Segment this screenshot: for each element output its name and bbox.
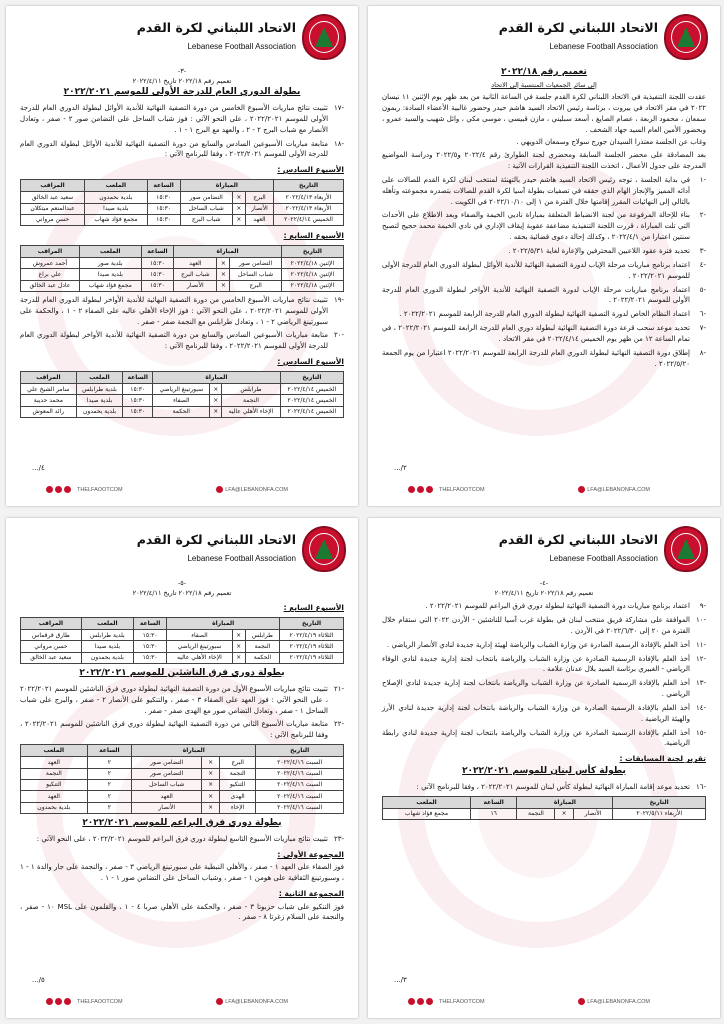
document-page-1: [368, 6, 720, 506]
table-row: الثلاثاء ٢٠٢٢/٤/١٩ النجمة × سبورتينغ الرياضي ١٥:٣٠ بلدية صيدا حسن مرواني: [21, 641, 344, 652]
table-row: السبت ٢٠٢٢/٤/١٦ البرج × التضامن صور ٢ العهد: [21, 757, 344, 768]
page-header: [14, 12, 350, 64]
list-item: -١٩ تثبيت نتائج مباريات الأسبوع الخامس من دورة التصفية النهائية للأندية الأواخر لبطولة الدوري العام للدرجة الأولى للموسم ٢٠٢٢/٢٠٢١ ، على النحو الآتي : فوز الإخاء الأهلي عاليه على الصفاء ٢ - ١ ، والحكمة على سبورتينغ الرياضي ٢ - ١ ، وتعادل طرابلس مع النجمة صفر - صفر .: [20, 295, 344, 326]
list-item: -٩ اعتماد برنامج مباريات دورة التصفية النهائية لبطولة دوري فرق البراعم للموسم ٢٠٢٢/٢٠٢١ .: [425, 602, 706, 611]
table-row: الأربعاء ٢٠٢٢/٥/١١ الأنصار × النجمة ١٦ مجمع فؤاد شهاب: [383, 808, 706, 819]
page-label: -٥-: [177, 579, 187, 587]
org-name-en: Lebanese Football Association: [549, 42, 658, 51]
list-item: -١٧ تثبيت نتائج مباريات الأسبوع الخامس من دورة التصفية النهائية للأندية الأوائل لبطولة الدوري العام للدرجة الأولى للموسم ٢٠٢٢/٢٠٢١ ، على النحو الآتي : فوز شباب الساحل على التضامن صور ٢ - صفر ، وتعادل الأنصار مع شباب البرج ٢ - ٢ ، والعهد مع البرج ١ - ١ .: [20, 104, 344, 134]
document-page-4: [6, 518, 358, 1018]
table-row: الإثنين ٢٠٢٢/٤/١٨ التضامن صور × العهد ١٥:٣٠ بلدية صور أحمد عمروش: [21, 258, 344, 269]
week-label: الأسبوع السابع :: [283, 603, 344, 613]
org-name-en: Lebanese Football Association: [187, 554, 296, 563]
lfa-logo-icon: [302, 526, 346, 572]
twitter-icon[interactable]: [55, 486, 62, 493]
group-label: المجموعة الثانية :: [278, 888, 344, 898]
website-link[interactable]: THELFAOOTCOM: [77, 486, 123, 493]
page-body: [382, 578, 706, 823]
email-link[interactable]: LFA@LEBANONFA.COM: [587, 486, 650, 493]
list-item: -٥ اعتماد برنامج مباريات مرحلة الإياب لدورة التصفية النهائية للأندية الأواخر لبطولة الدوري العام للدرجة الأولى للموسم ٢٠٢٢/٢٠٢١ .: [382, 285, 706, 305]
org-name-ar: الاتحاد اللبناني لكرة القدم: [498, 532, 658, 547]
facebook-icon[interactable]: [408, 486, 415, 493]
table-row: السبت ٢٠٢٢/٤/١٦ التنكيو × شباب الساحل ٢ التنكيو: [21, 779, 344, 790]
week-label: الأسبوع السابع :: [283, 231, 344, 241]
decision-list: [382, 175, 706, 370]
table-row: الثلاثاء ٢٠٢٢/٤/١٩ طرابلس × الصفاء ١٥:٣٠ بلدية طرابلس طارق قرقماس: [21, 630, 344, 641]
org-name-ar: الاتحاد اللبناني لكرة القدم: [498, 20, 658, 35]
facebook-icon[interactable]: [408, 998, 415, 1005]
list-item: -٧ تحديد موعد سحب قرعة دورة التصفية النهائية لبطولة دوري العام للدرجة الرابعة للموسم ٢٠٢٢/٢٠٢١ ، في تمام الساعة ١٢ من ظهر يوم الخميس ٢٠٢٢/٤/١٤ في مقر الاتحاد .: [382, 324, 706, 343]
website-link[interactable]: THELFAOOTCOM: [77, 998, 123, 1005]
list-item: -١٠ الموافقة على مشاركة فريق منتخب لبنان في بطولة غرب آسيا للناشئين - الأردن ٢٠٢٢ التي ستقام خلال الفترة من ٢٠ إلى ٢٠٢٢/٦/٣٠ في الأردن .: [382, 615, 706, 635]
instagram-icon[interactable]: [426, 486, 433, 493]
email-link[interactable]: LFA@LEBANONFA.COM: [225, 486, 288, 493]
group-results: فوز التنكيو على شباب حزبوتا ٣ - صفر ، والحكمة على الأهلي صربا ٤ - ١ ، والقلمون على MSL ١٠ - صفر ، والنجمة على السلام زغرتا ٨ - صفر .: [20, 902, 344, 922]
circular-ref: تعميم رقم ٢٠٢٢/١٨ تاريخ ٢٠٢٢/٤/١١: [132, 77, 232, 86]
list-item: -١٨ متابعة مباريات الأسبوعين السادس والسابع من دورة التصفية النهائية للأندية الأوائل لبطولة الدوري العام للدرجة الأولى للموسم ٢٠٢٢/٢٠٢١ ، وفقا للبرنامج الآتي :: [20, 139, 344, 159]
list-item: -١٢ أخذ العلم بالإفادة الرسمية الصادرة عن وزارة الشباب والرياضة بانتخاب لجنة إدارية جديدة لنادي الوفاء الرياضي - الغبيري برئاسة السيد بلال عدنان علامة .: [382, 654, 706, 674]
table-row: السبت ٢٠٢٢/٤/١٦ النجمة × التضامن صور ٢ النجمة: [21, 768, 344, 779]
list-item: -١٣ أخذ العلم بالإفادة الرسمية الصادرة عن وزارة الشباب والرياضة بانتخاب لجنة إدارية جديدة لنادي الإصلاح الرياضي .: [382, 679, 706, 699]
circular-subtitle: إلى سائر الجمعيات المنتسبة إلى الاتحاد: [491, 80, 597, 89]
week-label: الأسبوع السادس :: [277, 357, 344, 367]
facebook-icon[interactable]: [46, 486, 53, 493]
list-item: -١٦ تحديد موعد إقامة المباراة النهائية لبطولة كأس لبنان للموسم ٢٠٢٢/٢٠٢١ ، وفقا للبرنامج الآتي :: [416, 782, 706, 791]
circular-title: تعميم رقم ٢٠٢٢/١٨: [501, 67, 587, 77]
schedule-table: التاريخ المباراة الساعة الملعب المراقب الثلاثاء ٢٠٢٢/٤/١٩ طرابلس × الصفاء ١٥:٣٠ بلدية طرابلس طارق قرقماس الثلاثاء ٢٠٢٢/٤/١٩ النجمة × سبورتينغ الرياضي ١٥:٣٠ بلدية صيدا حسن مرواني الثلاثاء ٢٠٢٢/٤/١٩ الحكمة × الإخاء الأهلي عاليه ١٥:٣٠ بلدية بحمدون سعيد عبد الخالق: [20, 617, 344, 664]
list-item: -٢ بناء للإحالة المرفوعة من لجنة الانضباط المتعلقة بمباراة ناديي الخيمة والصفاء وبعد الاطلاع على الأحداث التي تلت المباراة ، قررت اللجنة التنفيذية مضاعفة عقوبة إيقاف الإداري في نادي الخيمة محمد حجيج لتصبح سنتين اعتبارا من ٢٠٢٢/٤/١ ، وكذلك إحالة دعوى قضائية بحقه .: [382, 211, 706, 242]
group-label: المجموعة الأولى :: [277, 849, 344, 859]
twitter-icon[interactable]: [417, 486, 424, 493]
table-row: الخميس ٢٠٢٢/٤/١٤ طرابلس × سبورتينغ الرياضي ١٥:٣٠ بلدية طرابلس سامر الشيخ علي: [21, 384, 344, 395]
page-footer: [16, 996, 348, 1010]
twitter-icon[interactable]: [55, 998, 62, 1005]
list-item: -٢١ تثبيت نتائج مباريات الأسبوع الأول من دورة التصفية النهائية لبطولة دوري فرق الناشئين للموسم ٢٠٢٢/٢٠٢١ ، على النحو الآتي : فوز العهد على الصفاء ٣ - صفر ، والتنكيو على الأنصار ٢ - صفر ، والبرج على شباب الساحل ١ - صفر ، وتعادل التضامن صور مع الهدى صفر - صفر .: [20, 684, 344, 715]
page-label: -٤-: [539, 579, 549, 587]
schedule-table: التاريخ المباراة الساعة الملعب المراقب الخميس ٢٠٢٢/٤/١٤ طرابلس × سبورتينغ الرياضي ١٥:٣٠ بلدية طرابلس سامر الشيخ علي الخميس ٢٠٢٢/٤/١٤ النجمة × الصفاء ١٥:٣٠ بلدية صيدا محمد حديبة الخميس ٢٠٢٢/٤/١٤ الإخاء الأهلي عاليه × الحكمة ١٥:٣٠ بلدية بحمدون رائد المعوش: [20, 371, 344, 418]
page-footer: [378, 484, 710, 498]
list-item: -٢٠ متابعة مباريات الأسبوعين السادس والسابع من دورة التصفية النهائية للأندية الأواخر لبطولة الدوري العام للدرجة الأولى للموسم ٢٠٢٢/٢٠٢١ ، وفقا للبرنامج الآتي :: [20, 331, 344, 351]
intro-paragraph: عقدت اللجنة التنفيذية في الاتحاد اللبناني لكرة القدم جلسة في الساعة الثانية من بعد ظهر يوم الإثنين ١١ نيسان ٢٠٢٢ في مقر الاتحاد في بيروت ، برئاسة رئيس الاتحاد السيد هاشم حيدر وحضور غالبية الأعضاء السادة: ريمون سمعان ، محمود الربعة ، عصام الصايغ ، أسعد سبليني ، مازن قبيسي ، موسى مكي ، وائل شهيب والسيد عمرو ، وبحضور الأمين العام السيد جهاد الشحف .: [382, 93, 706, 134]
schedule-table: التاريخ المباراة الساعة الملعب المراقب الأربعاء ٢٠٢٢/٤/١٣ البرج × التضامن صور ١٥:٣٠ بلدية بحمدون سعيد عبد الخالق الأربعاء ٢٠٢٢/٤/١٣ الأنصار × شباب الساحل ١٥:٣٠ بلدية صيدا عبدالمنعم ميتكلان الخميس ٢٠٢٢/٤/١٤ العهد × شباب البرج ١٥:٣٠ مجمع فؤاد شهاب حسن مرواني: [20, 179, 344, 226]
org-name-en: Lebanese Football Association: [549, 554, 658, 563]
page-label: -٣-: [177, 67, 187, 75]
website-link[interactable]: THELFAOOTCOM: [439, 998, 485, 1005]
group-results: فوز الصفاء على العهد ١ - صفر ، والأهلي النبطية على سبورتينغ الرياضي ٣ - صفر ، والنجمة على جار والدة ١ - ١ ، وسبورتينغ الثقافية على هومن ١ - صفر ، وشباب الساحل على التضامن صور ١ - ١ .: [20, 863, 344, 883]
email-link[interactable]: LFA@LEBANONFA.COM: [587, 998, 650, 1005]
section-title: بطولة الدوري العام للدرجة الأولى للموسم ٢٠٢٢/٢٠٢١: [63, 87, 301, 98]
email-icon: [216, 998, 223, 1005]
page-header: [14, 524, 350, 576]
page-header: [376, 12, 712, 64]
lfa-logo-icon: [664, 14, 708, 60]
schedule-table: التاريخ المباراة الساعة الملعب الأربعاء ٢٠٢٢/٥/١١ الأنصار × النجمة ١٦ مجمع فؤاد شهاب: [382, 796, 706, 821]
table-row: السبت ٢٠٢٢/٤/١٦ الإخاء × الأنصار ٢ بلدية بحمدون: [21, 802, 344, 813]
list-item: -٦ اعتماد النظام الخاص لدورة التصفية النهائية لبطولة الدوري العام للدرجة الرابعة للموسم ٢٠٢٢/٢٠٢١ .: [399, 310, 706, 319]
page-footer: [378, 996, 710, 1010]
facebook-icon[interactable]: [46, 998, 53, 1005]
page-number: ٤/...: [32, 464, 45, 472]
page-number: ٣/...: [394, 976, 407, 984]
org-name-ar: الاتحاد اللبناني لكرة القدم: [136, 20, 296, 35]
lfa-logo-icon: [302, 14, 346, 60]
instagram-icon[interactable]: [64, 998, 71, 1005]
page-footer: [16, 484, 348, 498]
instagram-icon[interactable]: [426, 998, 433, 1005]
circular-ref: تعميم رقم ٢٠٢٢/١٨ تاريخ ٢٠٢٢/٤/١١: [494, 589, 594, 598]
table-row: الأربعاء ٢٠٢٢/٤/١٣ البرج × التضامن صور ١٥:٣٠ بلدية بحمدون سعيد عبد الخالق: [21, 192, 344, 203]
document-page-3: [368, 518, 720, 1018]
section-title: بطولة دوري فرق الناشئين للموسم ٢٠٢٢/٢٠٢١: [79, 667, 285, 678]
table-row: الخميس ٢٠٢٢/٤/١٤ العهد × شباب البرج ١٥:٣٠ مجمع فؤاد شهاب حسن مرواني: [21, 214, 344, 225]
twitter-icon[interactable]: [417, 998, 424, 1005]
absent-paragraph: وغاب عن الجلسة معتذرا السيدان جورج سولاج وسمعان الدويهي .: [516, 138, 706, 147]
org-name-ar: الاتحاد اللبناني لكرة القدم: [136, 532, 296, 547]
decisions-intro: بعد المصادقة على محضر الجلسة السابقة ومحضري لجنة الطوارئ رقم ٢٠٢٢/٤ و٢٠٢٢/٥ ودراسة المواضيع المدرجة على جدول الأعمال ، اتخذت اللجنة التنفيذية القرارات الآتية :: [382, 151, 707, 171]
website-link[interactable]: THELFAOOTCOM: [439, 486, 485, 493]
table-row: الأربعاء ٢٠٢٢/٤/١٣ الأنصار × شباب الساحل ١٥:٣٠ بلدية صيدا عبدالمنعم ميتكلان: [21, 203, 344, 214]
page-body: [382, 66, 706, 369]
week-label: الأسبوع السادس :: [277, 165, 344, 175]
table-row: الخميس ٢٠٢٢/٤/١٤ النجمة × الصفاء ١٥:٣٠ بلدية صيدا محمد حديبة: [21, 395, 344, 406]
schedule-table: التاريخ المباراة الساعة الملعب السبت ٢٠٢٢/٤/١٦ البرج × التضامن صور ٢ العهد السبت ٢٠٢٢/٤/١٦ النجمة × التضامن صور ٢ النجمة السبت ٢٠٢٢/٤/١٦ التنكيو × شباب الساحل ٢ التنكيو السبت ٢٠٢٢/٤/١٦ الهدى × العهد ٢ العهد السبت ٢٠٢٢/٤/١٦ الإخاء × الأنصار ٢ بلدية بحمدون: [20, 744, 344, 814]
table-row: الإثنين ٢٠٢٢/٤/١٨ شباب الساحل × شباب البرج ١٥:٣٠ بلدية صيدا علي براغ: [21, 269, 344, 280]
email-link[interactable]: LFA@LEBANONFA.COM: [225, 998, 288, 1005]
committee-heading: تقرير لجنة المسابقات :: [619, 754, 706, 764]
schedule-table: التاريخ المباراة الساعة الملعب المراقب الإثنين ٢٠٢٢/٤/١٨ التضامن صور × العهد ١٥:٣٠ بلدية صور أحمد عمروش الإثنين ٢٠٢٢/٤/١٨ شباب الساحل × شباب البرج ١٥:٣٠ بلدية صيدا علي براغ الإثنين ٢٠٢٢/٤/١٨ البرج × الأنصار ١٥:٣٠ مجمع فؤاد شهاب عادل عبد الخالق: [20, 245, 344, 292]
list-item: -٨ إطلاق دورة التصفية النهائية لبطولة الدوري العام للدرجة الرابعة للموسم ٢٠٢٢/٢٠٢١ اعتبارا من يوم الجمعة ٢٠٢٢/٥/٢٠ .: [382, 348, 706, 368]
table-row: الإثنين ٢٠٢٢/٤/١٨ البرج × الأنصار ١٥:٣٠ مجمع فؤاد شهاب عادل عبد الخالق: [21, 280, 344, 291]
email-icon: [578, 998, 585, 1005]
table-row: الخميس ٢٠٢٢/٤/١٤ الإخاء الأهلي عاليه × الحكمة ١٥:٣٠ بلدية بحمدون رائد المعوش: [21, 406, 344, 417]
section-title: بطولة كأس لبنان للموسم ٢٠٢٢/٢٠٢١: [462, 765, 626, 776]
section-title: بطولة دوري فرق البراعم للموسم ٢٠٢٢/٢٠٢١: [82, 817, 282, 828]
org-name-en: Lebanese Football Association: [187, 42, 296, 51]
page-number: ٢/...: [394, 464, 407, 472]
list-item: -٢٢ متابعة مباريات الأسبوع الثاني من دورة التصفية النهائية لبطولة دوري فرق الناشئين للموسم ٢٠٢٢/٢٠٢١ ، وفقا للبرنامج الآتي :: [20, 720, 344, 740]
circular-ref: تعميم رقم ٢٠٢٢/١٨ تاريخ ٢٠٢٢/٤/١١: [132, 589, 232, 598]
lfa-logo-icon: [664, 526, 708, 572]
page-header: [376, 524, 712, 576]
list-item: -١٥ أخذ العلم بالإفادة الرسمية الصادرة عن وزارة الشباب والرياضة بانتخاب لجنة إدارية جديدة لنادي رابطة الرياضية.: [382, 728, 706, 748]
list-item: -١١ أخذ العلم بالإفادة الرسمية الصادرة عن وزارة الشباب والرياضة لهيئة إدارية جديدة لنادي الأنصار الرياضي .: [387, 640, 706, 649]
page-body: [20, 66, 344, 421]
list-item: -٤ اعتماد برنامج مباريات مرحلة الإياب لدورة التصفية النهائية للأندية الأوائل لبطولة الدوري العام للدرجة الأولى للموسم ٢٠٢٢/٢٠٢١ .: [382, 260, 706, 280]
table-row: السبت ٢٠٢٢/٤/١٦ الهدى × العهد ٢ العهد: [21, 791, 344, 802]
document-page-2: [6, 6, 358, 506]
list-item: -٣ تحديد فترة عقود اللاعبين المحترفين والإعارة لغاية ٢٠٢٢/٥/٣١ .: [508, 246, 706, 255]
page-number: ٥/...: [32, 976, 45, 984]
list-item: -٢٣ تثبيت نتائج مباريات الأسبوع التاسع لبطولة دوري فرق البراعم للموسم ٢٠٢٢/٢٠٢١ ، على النحو الآتي :: [36, 834, 344, 843]
email-icon: [578, 486, 585, 493]
page-body: [20, 578, 344, 923]
table-row: الثلاثاء ٢٠٢٢/٤/١٩ الحكمة × الإخاء الأهلي عاليه ١٥:٣٠ بلدية بحمدون سعيد عبد الخالق: [21, 652, 344, 663]
email-icon: [216, 486, 223, 493]
list-item: -١٤ أخذ العلم بالإفادة الرسمية الصادرة عن وزارة الشباب والرياضة بانتخاب لجنة إدارية جديدة لنادي الأرز والهيئة الرياضية .: [382, 703, 706, 723]
list-item: -١ في بداية الجلسة ، توجه رئيس الاتحاد السيد هاشم حيدر بالتهنئة لمنتخب لبنان لكرة القدم للصالات على أدائه المميز والإنجاز الهام الذي حققه في تصفيات بطولة آسيا لكرة القدم للصالات بتصدره مجموعته وتأهله بالتالي إلى النهائيات المقرر إقامتها خلال الفترة من ١ إلى ٢٠٢٢/١٠/١٠ في الكويت .: [382, 175, 706, 206]
instagram-icon[interactable]: [64, 486, 71, 493]
